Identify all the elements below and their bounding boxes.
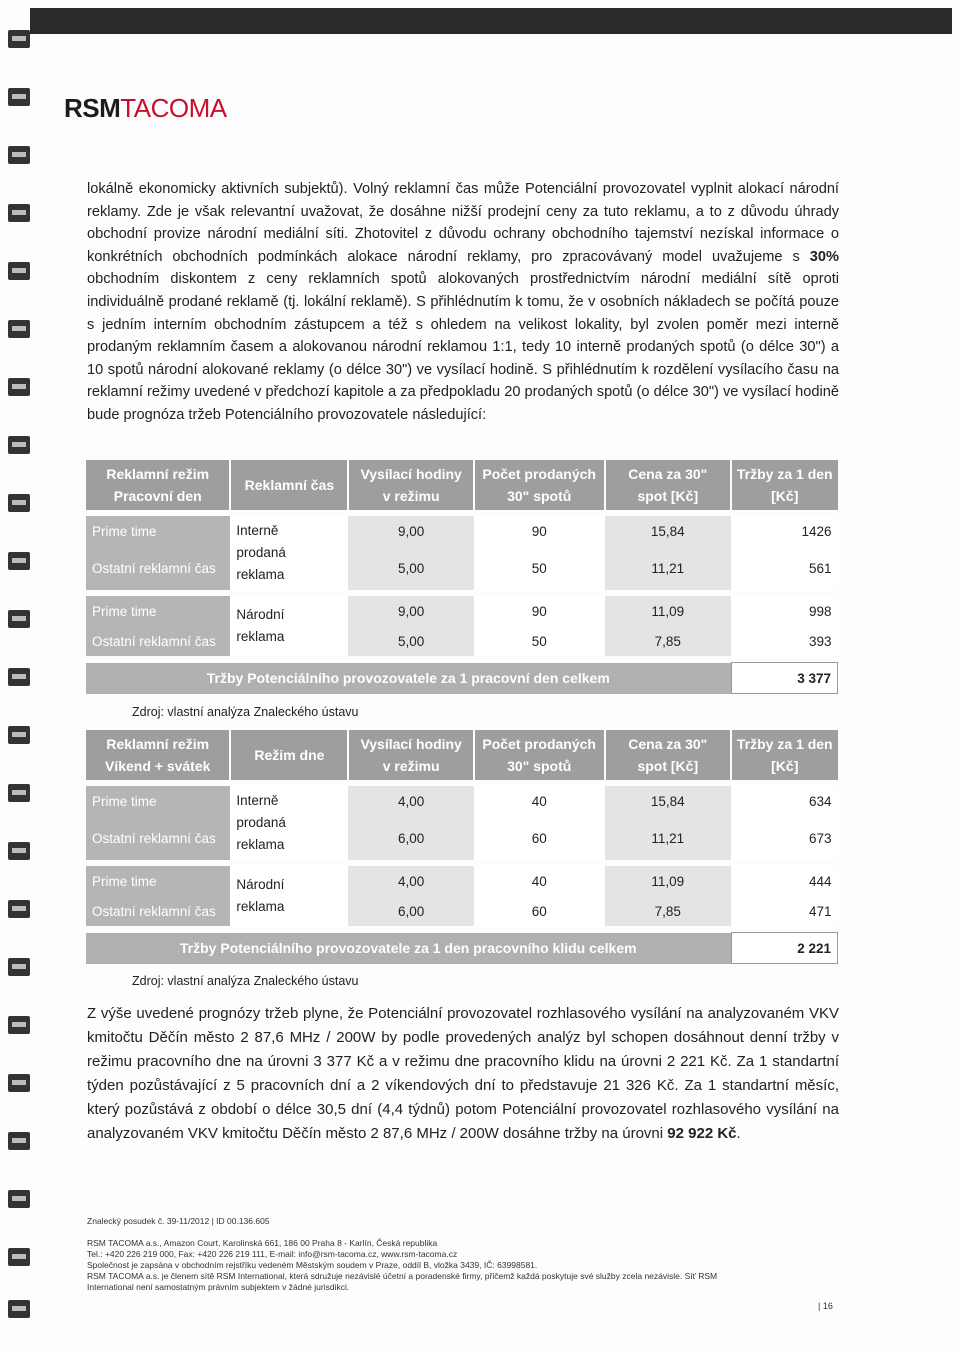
- header-spots: Počet prodaných 30" spotů: [474, 460, 605, 510]
- header-price: Cena za 30" spot [Kč]: [605, 460, 731, 510]
- header-day-mode: Režim dne: [230, 730, 348, 780]
- table-row: Ostatní reklamní čas 6,00 60 11,21 673: [86, 816, 838, 860]
- binder-rings: [0, 0, 40, 1350]
- source-note: Zdroj: vlastní analýza Znaleckého ústavu: [132, 974, 359, 988]
- header-revenue: Tržby za 1 den [Kč]: [731, 730, 837, 780]
- header-hours: Vysílací hodiny v režimu: [348, 730, 473, 780]
- header-hours: Vysílací hodiny v režimu: [348, 460, 473, 510]
- company-logo: RSMTACOMA: [64, 93, 227, 123]
- total-row: Tržby Potenciálního provozovatele za 1 pracovní den celkem 3 377: [86, 663, 838, 694]
- revenue-table-workday: [86, 460, 838, 694]
- table-row: Prime time Národní reklama 9,00 90 11,09 998: [86, 596, 838, 626]
- source-note: Zdroj: vlastní analýza Znaleckého ústavu: [132, 705, 359, 719]
- header-revenue: Tržby za 1 den [Kč]: [731, 460, 837, 510]
- table-row: Ostatní reklamní čas 6,00 60 7,85 471: [86, 896, 838, 926]
- table-row: Ostatní reklamní čas 5,00 50 11,21 561: [86, 546, 838, 590]
- header-spots: Počet prodaných 30" spotů: [474, 730, 605, 780]
- table-row: Prime time Národní reklama 4,00 40 11,09 444: [86, 866, 838, 896]
- header-regime: Reklamní režim Víkend + svátek: [86, 730, 230, 780]
- table-row: Prime time Interně prodaná reklama 4,00 40 15,84 634: [86, 786, 838, 816]
- header-regime: Reklamní režim Pracovní den: [86, 460, 230, 510]
- total-row: Tržby Potenciálního provozovatele za 1 den pracovního klidu celkem 2 221: [86, 933, 838, 964]
- revenue-table-weekend: [86, 730, 838, 964]
- page-number: | 16: [818, 1301, 833, 1311]
- table-row: Prime time Interně prodaná reklama 9,00 90 15,84 1426: [86, 516, 838, 546]
- category-internal: Interně prodaná reklama: [230, 786, 348, 860]
- company-footer: RSM TACOMA a.s., Amazon Court, Karolinská 661, 186 00 Praha 8 - Karlín, Česká republika Tel.: +420 226 219 000, Fax: +420 226 219 111, E-mail: info@rsm-tacoma.cz, www.rsm-tacoma.cz Společnost je zapsána v obchodním rejstříku vedeném Městským soudem v Praze, oddíl B, vložka 3439, IČ: 63998581. RSM TACOMA a.s. je členem sítě RSM International, která sdružuje nezávislé účetní a poradenské firmy, přičemž každá poskytuje své služby zcela nezávisle. Síť RSM International není samostatným právním subjektem v žádné jurisdikci.: [87, 1238, 718, 1292]
- header-ad-time: Reklamní čas: [230, 460, 348, 510]
- report-reference: Znalecký posudek č. 39-11/2012 | ID 00.136.605: [87, 1216, 270, 1226]
- scan-top-bar: [30, 8, 952, 34]
- table-row: Ostatní reklamní čas 5,00 50 7,85 393: [86, 626, 838, 656]
- conclusion-paragraph: Z výše uvedené prognózy tržeb plyne, že Potenciální provozovatel rozhlasového vysílání na analyzovaném VKV kmitočtu Děčín město 2 87,6 MHz / 200W by podle provedených analýz byl schopen dosáhnout denní tržby v režimu pracovního dne na úrovni 3 377 Kč a v režimu dne pracovního klidu na úrovni 2 221 Kč. Za 1 standartní týden pozůstávající z 5 pracovních dní a 2 víkendových dní to představuje 21 326 Kč. Za 1 standartní měsíc, který pozůstává z období o délce 30,5 dní (4,4 týdnů) potom Potenciální provozovatel rozhlasového vysílání na analyzovaném VKV kmitočtu Děčín město 2 87,6 MHz / 200W dosáhne tržby na úrovni 92 922 Kč.: [87, 1005, 839, 1142]
- category-national: Národní reklama: [230, 596, 348, 656]
- category-internal: Interně prodaná reklama: [230, 516, 348, 590]
- intro-paragraph: lokálně ekonomicky aktivních subjektů). Volný reklamní čas může Potenciální provozovatel vyplnit alokací národní reklamy. Zde je však relevantní uvažovat, že dosáhne nižší prodejní ceny za tuto reklamu, a to z důvodu úhrady obchodní provize národní mediální síti. Zhotovitel z důvodu ochrany obchodního tajemství nezískal informace o konkrétních obchodních podmínkách alokace národní reklamy, pro zpracovávaný model uvažujeme s 30% obchodním diskontem z ceny reklamních spotů alokovaných prostřednictvím národní mediální sítě oproti individuálně prodané reklamě (tj. lokální reklamě). S přihlédnutím k tomu, že v osobních nákladech se počítá pouze s jedním interním obchodním zástupcem a též s ohledem na velikost lokality, byl zvolen poměr mezi interně prodaným reklamním časem a alokovanou národní reklamou 1:1, tedy 10 interně prodaných spotů (o délce 30") a 10 spotů národní alokované reklamy (o délce 30") ve vysílací hodině. S přihlédnutím k rozdělení vysílacího času na reklamní režimy uvedené v předchozí kapitole a za předpokladu 20 prodaných spotů (o délce 30") ve vysílací hodině bude prognóza tržeb Potenciálního provozovatele následující:: [87, 181, 839, 423]
- category-national: Národní reklama: [230, 866, 348, 926]
- header-price: Cena za 30" spot [Kč]: [605, 730, 731, 780]
